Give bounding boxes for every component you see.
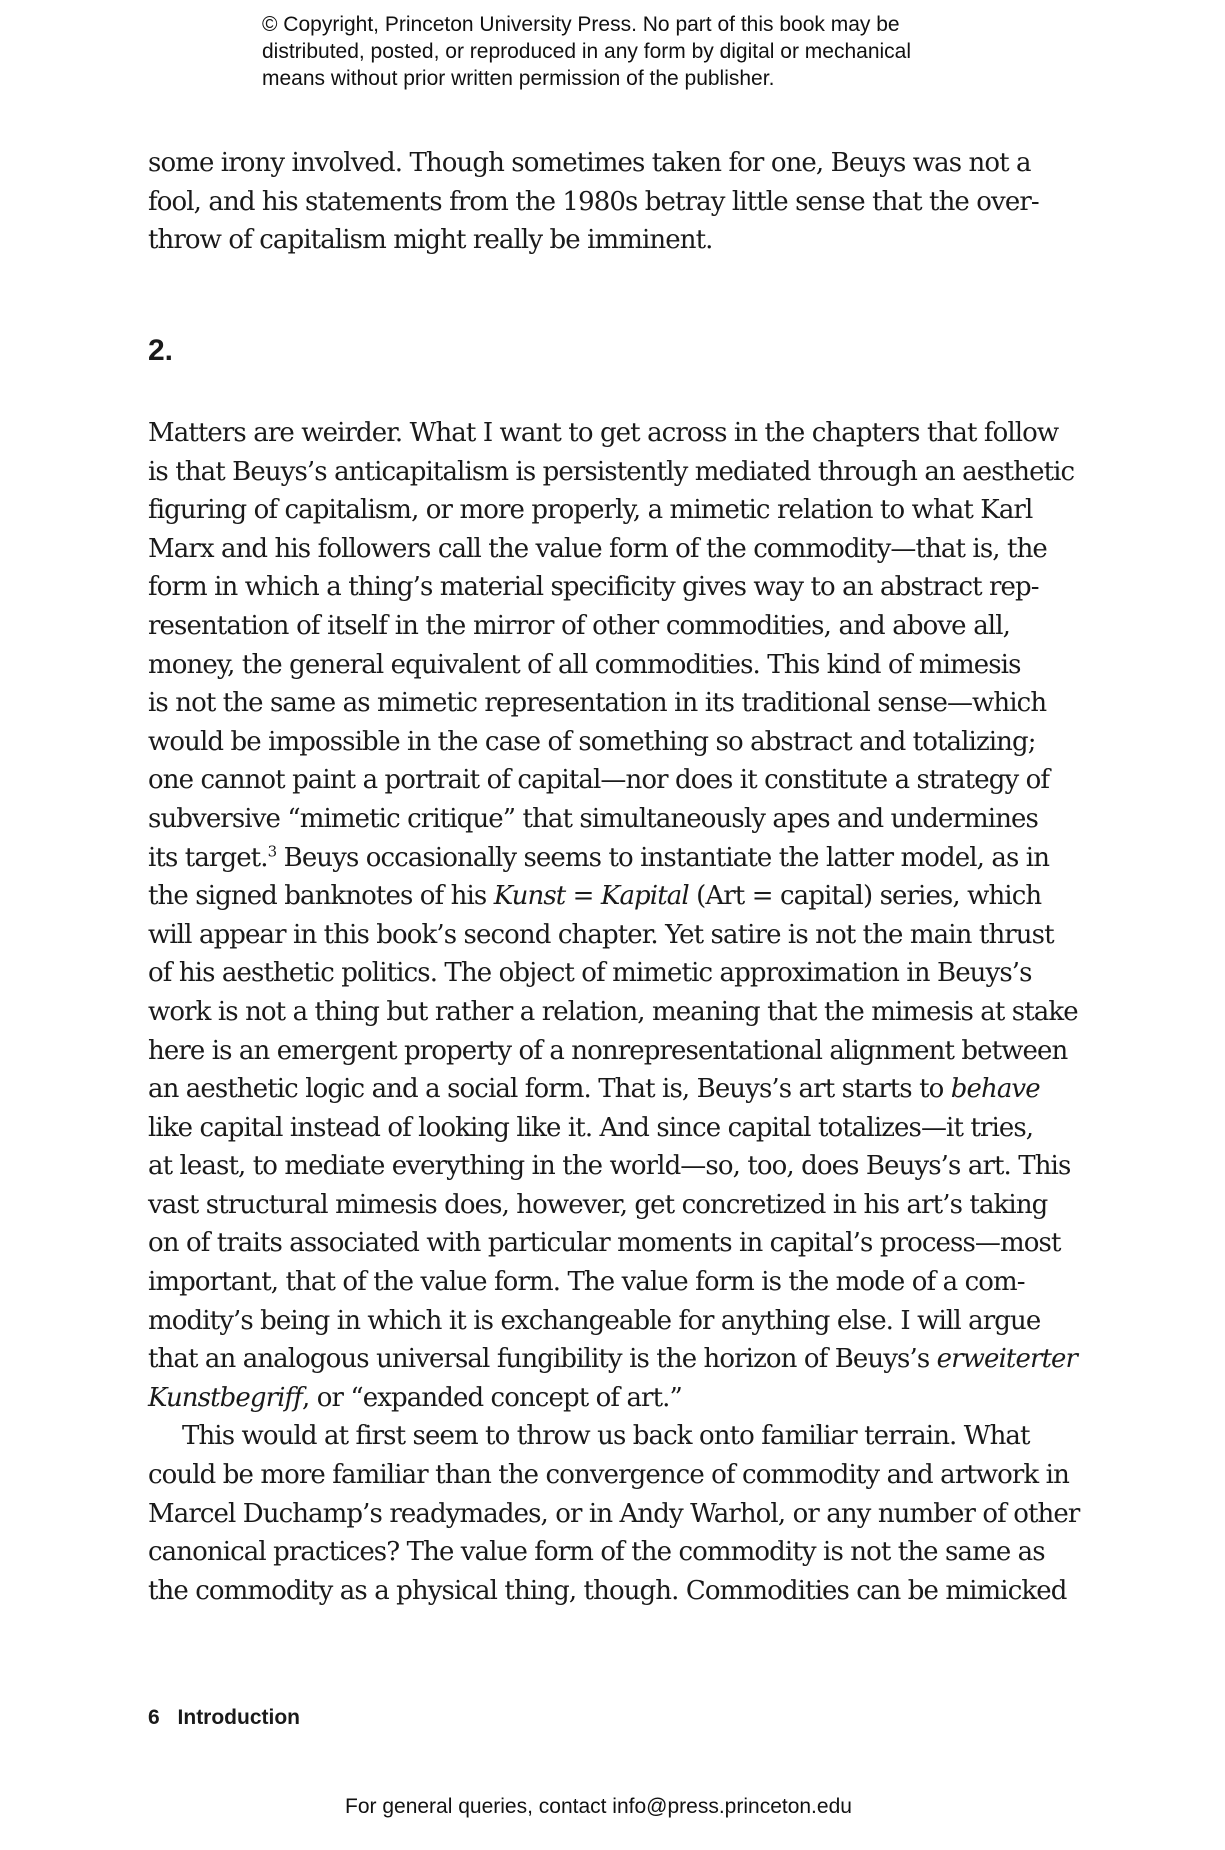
text-line: will appear in this book’s second chapter. Yet satire is not the main thrust [148,919,1054,950]
text-run: its target. [148,842,268,873]
text-line: work is not a thing but rather a relation, meaning that the mimesis at stake [148,996,1078,1027]
text-line [148,1070,1040,1109]
text-line: is not the same as mimetic representation in its traditional sense—which [148,688,1047,719]
text-line: on of traits associated with particular moments in capital’s process—most [148,1228,1061,1259]
text-line: could be more familiar than the convergence of commodity and artwork in [148,1460,1069,1491]
italic-title: Kunst = Kapital [493,881,689,912]
text-line: modity’s being in which it is exchangeable for anything else. I will argue [148,1305,1041,1336]
text-line: fool, and his statements from the 1980s betray little sense that the over- [148,186,1039,217]
text-run: an aesthetic logic and a social form. That is, Beuys’s art starts to [148,1074,951,1105]
text-line: important, that of the value form. The value form is the mode of a com- [148,1267,1025,1298]
contact-line: For general queries, contact info@press.princeton.edu [345,1795,852,1818]
text-line: here is an emergent property of a nonrepresentational alignment between [148,1035,1068,1066]
text-line: resentation of itself in the mirror of other commodities, and above all, [148,610,1010,641]
running-head: Introduction [177,1706,301,1729]
text-run: (Art = capital) series, which [688,881,1042,912]
page-footer [148,1706,300,1730]
footnote-reference: 3 [267,841,277,860]
copyright-line: © Copyright, Princeton University Press. No part of this book may be [262,13,900,36]
text-run: Beuys occasionally seems to instantiate the latter model, as in [276,842,1050,873]
text-line: at least, to mediate everything in the world—so, too, does Beuys’s art. This [148,1151,1071,1182]
text-run: that an analogous universal fungibility is the horizon of Beuys’s [148,1344,937,1375]
text-line: This would at first seem to throw us back onto familiar terrain. What [182,1421,1030,1452]
text-line [148,1379,1010,1418]
italic-term: erweiterter [936,1344,1078,1375]
text-line: is that Beuys’s anticapitalism is persistently mediated through an aesthetic [148,456,1075,487]
text-line: form in which a thing’s material specificity gives way to an abstract rep- [148,572,1039,603]
text-line [148,1340,1078,1379]
italic-term: Kunstbegriff [148,1382,302,1413]
intro-paragraph [148,144,1039,260]
text-line: Marx and his followers call the value form of the commodity—that is, the [148,533,1047,564]
text-line: Matters are weirder. What I want to get across in the chapters that follow [148,418,1059,448]
text-line: like capital instead of looking like it. And since capital totalizes—it tries, [148,1112,1034,1143]
text-line: Marcel Duchamp’s readymades, or in Andy Warhol, or any number of other [148,1498,1080,1529]
copyright-line: means without prior written permission of the publisher. [262,67,775,90]
text-line: figuring of capitalism, or more properly, a mimetic relation to what Karl [148,495,1033,526]
italic-emphasis: behave [950,1074,1040,1105]
copyright-notice [262,11,1022,92]
page-number: 6 [148,1706,160,1729]
text-line: money, the general equivalent of all commodities. This kind of mimesis [148,649,1021,680]
text-line [148,839,1050,878]
text-line: canonical practices? The value form of the commodity is not the same as [148,1537,1045,1568]
text-line [148,877,1042,916]
text-line: of his aesthetic politics. The object of mimetic approximation in Beuys’s [148,958,1032,989]
text-line: the commodity as a physical thing, though. Commodities can be mimicked [148,1575,1067,1606]
copyright-line: distributed, posted, or reproduced in any form by digital or mechanical [262,40,912,63]
text-line: throw of capitalism might really be imminent. [148,225,713,256]
text-line: vast structural mimesis does, however, get concretized in his art’s taking [148,1189,1048,1220]
text-line: subversive “mimetic critique” that simultaneously apes and undermines [148,803,1038,834]
text-line: one cannot paint a portrait of capital—nor does it constitute a strategy of [148,765,1050,796]
text-run: the signed banknotes of his [148,881,494,912]
text-line: would be impossible in the case of something so abstract and totalizing; [148,726,1036,757]
main-text [148,414,1080,1610]
section-number: 2. [148,334,174,367]
text-run: , or “expanded concept of art.” [302,1382,682,1413]
text-line: some irony involved. Though sometimes taken for one, Beuys was not a [148,148,1031,178]
